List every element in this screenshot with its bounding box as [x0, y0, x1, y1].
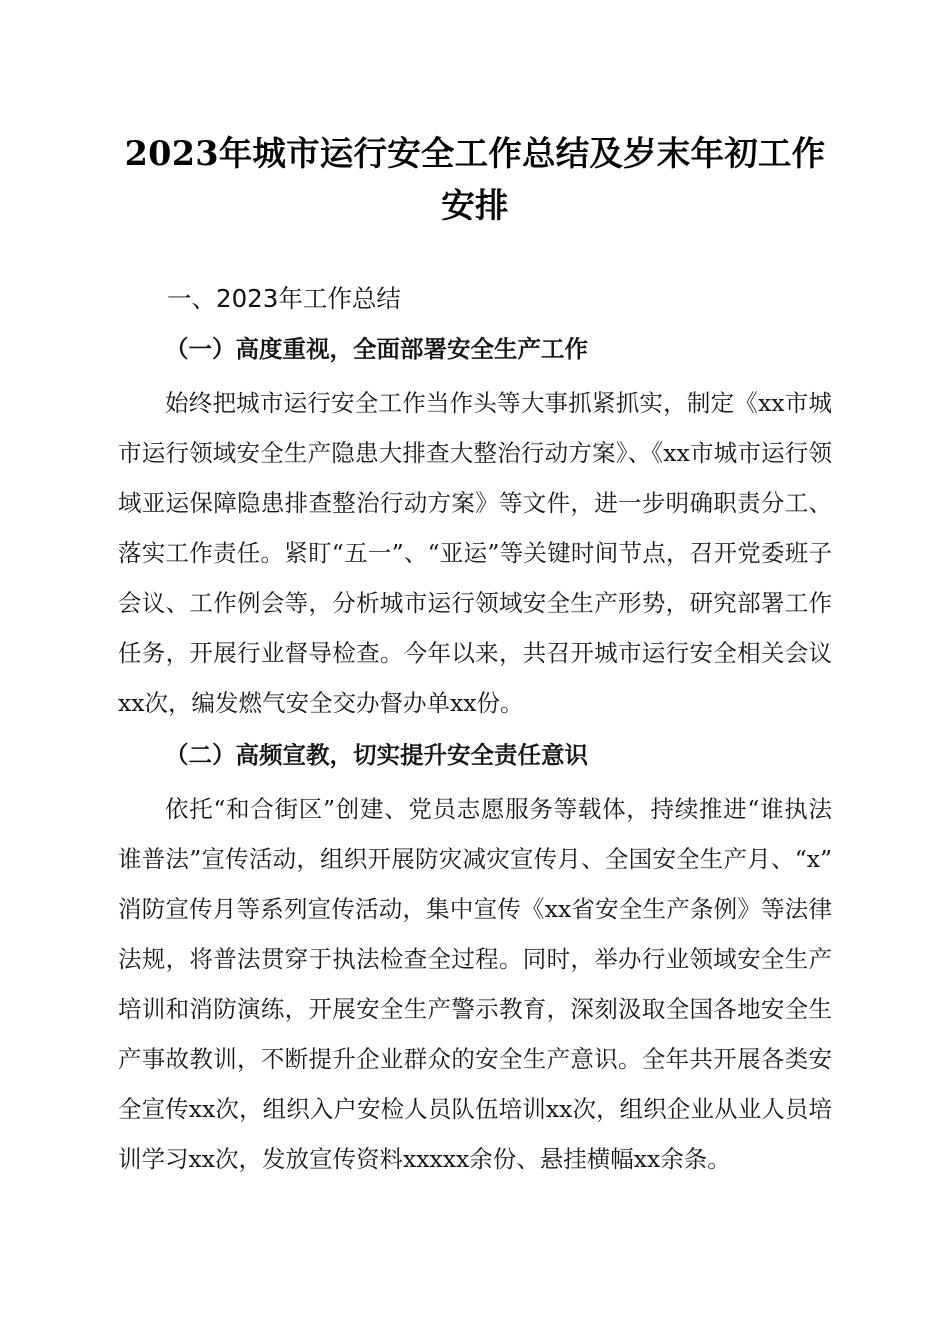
- subsection-heading-2: （二）高频宣教，切实提升安全责任意识: [165, 741, 588, 769]
- section-heading-1: 一、2023年工作总结: [167, 284, 401, 313]
- paragraph-1: 始终把城市运行安全工作当作头等大事抓紧抓实，制定《xx市城市运行领域安全生产隐患大排查大整治行动方案》、《xx市城市运行领域亚运保障隐患排查整治行动方案》等文件，进一步明确职责分工、落实工作责任。紧盯“五一”、“亚运”等关键时间节点，召开党委班子会议、工作例会等，分析城市运行领域安全生产形势，研究部署工作任务，开展行业督导检查。今年以来，共召开城市运行安全相关会议xx次，编发燃气安全交办督办单xx份。: [118, 389, 832, 717]
- paragraph-2: 依托“和合街区”创建、党员志愿服务等载体，持续推进“谁执法谁普法”宣传活动，组织开展防灾减灾宣传月、全国安全生产月、“x”消防宣传月等系列宣传活动，集中宣传《xx省安全生产条例》等法律法规，将普法贯穿于执法检查全过程。同时，举办行业领域安全生产培训和消防演练，开展安全生产警示教育，深刻汲取全国各地安全生产事故教训，不断提升企业群众的安全生产意识。全年共开展各类安全宣传xx次，组织入户安检人员队伍培训xx次，组织企业从业人员培训学习xx次，发放宣传资料xxxxx余份、悬挂横幅xx余条。: [118, 795, 832, 1173]
- document-body: [118, 0, 832, 1184]
- page-title: 2023年城市运行安全工作总结及岁末年初工作安排: [124, 134, 826, 225]
- subsection-heading-1: （一）高度重视，全面部署安全生产工作: [165, 335, 588, 363]
